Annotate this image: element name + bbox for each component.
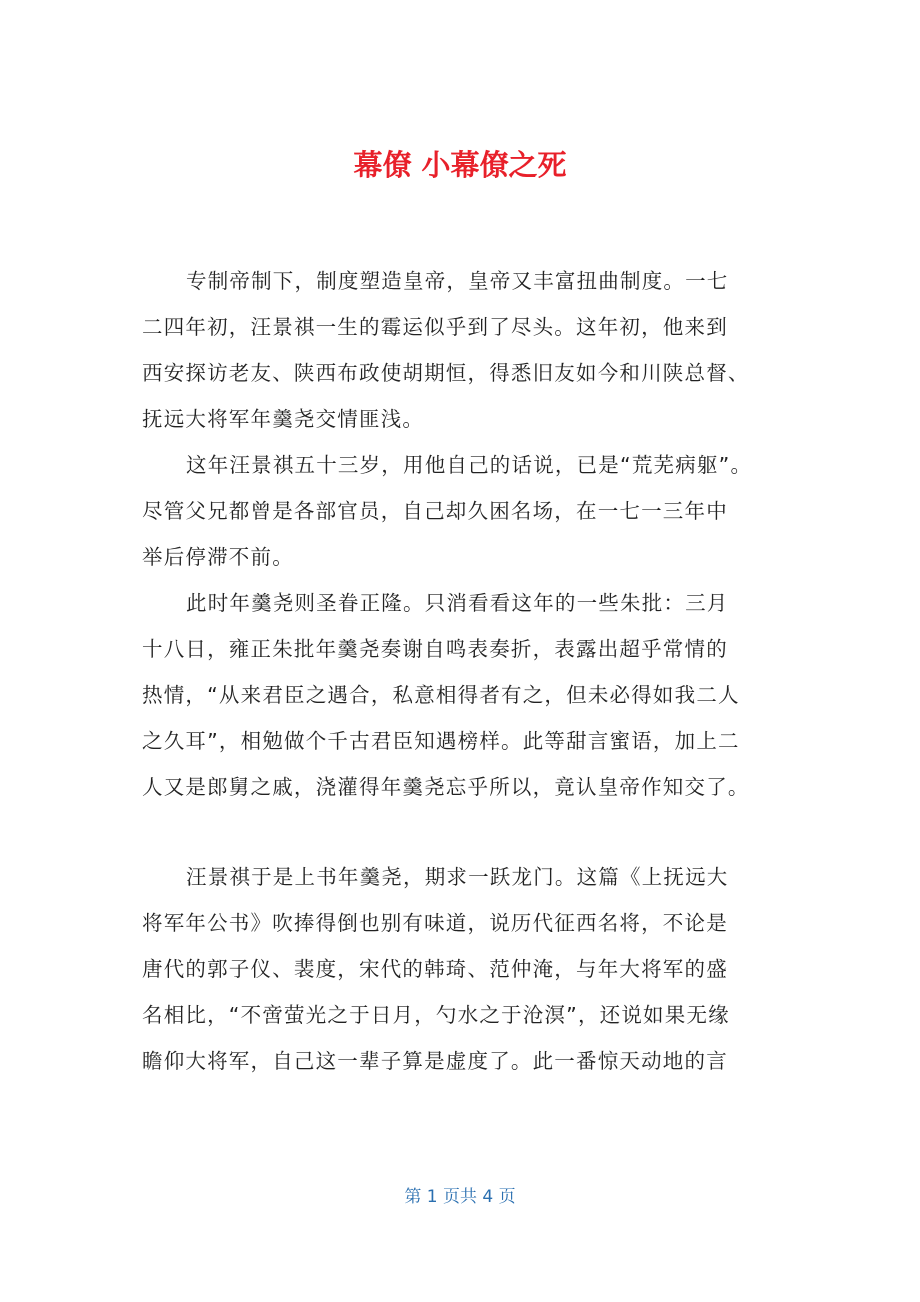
text-line: 瞻仰大将军，自己这一辈子算是虚度了。此一番惊天动地的言 bbox=[142, 1049, 728, 1073]
paragraph-1 bbox=[142, 258, 802, 442]
text-line: 热情，“从来君臣之遇合，私意相得者有之，但未必得如我二人 bbox=[142, 683, 740, 707]
text-line: 抚远大将军年羹尧交情匪浅。 bbox=[142, 407, 425, 431]
paragraph-2 bbox=[142, 442, 802, 580]
paragraph-gap bbox=[142, 810, 802, 854]
text-line: 人又是郎舅之戚，浇灌得年羹尧忘乎所以，竟认皇帝作知交了。 bbox=[142, 775, 750, 799]
text-line: 这年汪景祺五十三岁，用他自己的话说，已是“荒芜病躯”。 bbox=[186, 453, 753, 477]
text-line: 专制帝制下，制度塑造皇帝，皇帝又丰富扭曲制度。一七 bbox=[186, 269, 729, 293]
text-line: 尽管父兄都曾是各部官员，自己却久困名场，在一七一三年中 bbox=[142, 499, 728, 523]
text-line: 二四年初，汪景祺一生的霉运似乎到了尽头。这年初，他来到 bbox=[142, 315, 728, 339]
text-line: 唐代的郭子仪、裴度，宋代的韩琦、范仲淹，与年大将军的盛 bbox=[142, 957, 728, 981]
article-body bbox=[142, 258, 802, 1084]
text-line: 名相比，“不啻萤光之于日月，勺水之于沧溟”，还说如果无缘 bbox=[142, 1003, 730, 1027]
text-line: 将军年公书》吹捧得倒也别有味道，说历代征西名将，不论是 bbox=[142, 911, 728, 935]
paragraph-3 bbox=[142, 580, 802, 810]
text-line: 汪景祺于是上书年羹尧，期求一跃龙门。这篇《上抚远大 bbox=[186, 865, 729, 889]
text-line: 之久耳”，相勉做个千古君臣知遇榜样。此等甜言蜜语，加上二 bbox=[142, 729, 740, 753]
page-number-footer: 第 1 页共 4 页 bbox=[404, 1187, 516, 1207]
text-line: 西安探访老友、陕西布政使胡期恒，得悉旧友如今和川陕总督、 bbox=[142, 361, 750, 385]
paragraph-4 bbox=[142, 854, 802, 1084]
text-line: 举后停滞不前。 bbox=[142, 545, 294, 569]
page-title: 幕僚 小幕僚之死 bbox=[353, 148, 567, 182]
text-line: 十八日，雍正朱批年羹尧奏谢自鸣表奏折，表露出超乎常情的 bbox=[142, 637, 728, 661]
text-line: 此时年羹尧则圣眷正隆。只消看看这年的一些朱批：三月 bbox=[186, 591, 729, 615]
